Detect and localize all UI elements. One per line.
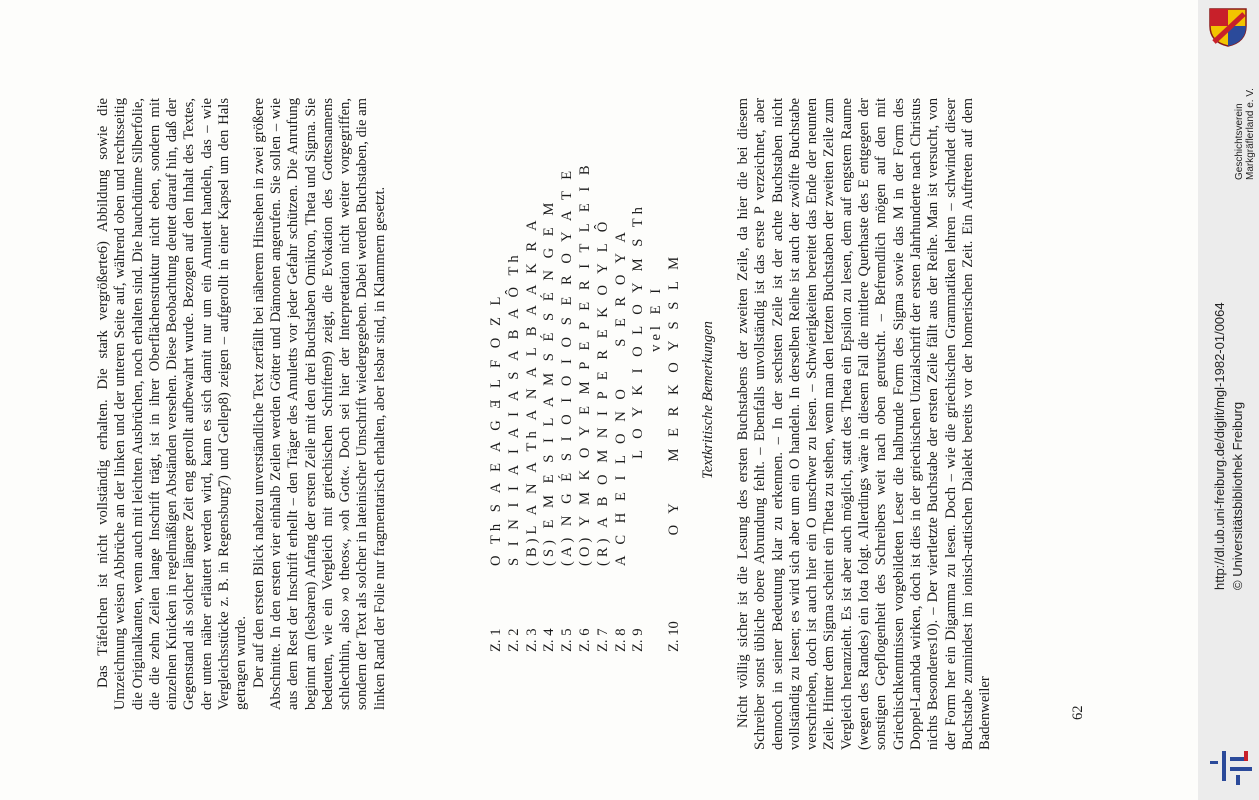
page-number: 62 [1070, 705, 1086, 720]
transcription-line [506, 92, 524, 652]
body-text-top [95, 98, 389, 710]
transcription-line [577, 92, 595, 652]
line-number: Z. 10 [665, 621, 682, 652]
line-number: Z. 7 [594, 628, 611, 652]
line-text: vel E I [648, 284, 665, 566]
line-number: Z. 3 [523, 628, 540, 652]
paragraph-3: Nicht völlig sicher ist die Lesung des ersten Buchstabens der zweiten Zeile, da hier die bei diesem Schreiber sonst übliche obere Abrundung fehlt. – Ebenfalls unvollständig ist das erste P verzeichnet, aber dennoch in seiner Bedeutung klar zu erkennen. – In der sechsten Zeile ist der achte Buchstaben nicht vollständig zu lesen; es wird sich aber um ein O handeln. In derselben Reihe ist auch der zwölfte Buchstabe verschrieben, doch ist auch hier ein O unschwer zu lesen. – Schwierigkeiten bereitet das Ende der neunten Zeile. Hinter dem Sigma scheint ein Theta zu stehen, wenn man den letzten Buchstaben der zweiten Zeile zum Vergleich heranzieht. Es ist aber auch möglich, statt des Theta ein Epsilon zu lesen, dem auf engstem Raume (wegen des Randes) ein Iota folgt. Allerdings wäre in diesem Fall die mittlere Querhaste des E entgegen der sonstigen Gepflogenheit des Schreibers weit nach oben gerutscht. – Befremdlich mögen auf den mit Griechischkenntnissen vorgebildeten Leser die halbrunde Form des Sigma sowie das M in der Form des Doppel-Lambda wirken, doch ist dies in der griechischen Unzialschrift der ersten Jahrhunderte nach Christus nichts Besonderes10). – Der viertletzte Buchstabe der ersten Zeile fällt aus der Reihe. Man ist versucht, von der Form her ein Digamma zu lesen. Doch – wie die griechischen Grammatiken lehren – schwindet dieser Buchstabe zumindest im ionisch-attischen Dialekt bereits vor der homerischen Zeit. Ein Auftreten auf dem Badenweiler [735, 98, 994, 750]
transcription-line [613, 92, 631, 652]
transcription-line [488, 92, 506, 652]
line-text: A C H E I L O N O S E R O Y A [612, 228, 629, 566]
line-text: O Y M E R K O Y S S L M [665, 252, 682, 566]
line-number: Z. 6 [576, 628, 593, 652]
line-number: Z. 4 [541, 628, 558, 652]
line-text: (R) A B O M N I P E R E K O Y L Ô [594, 217, 611, 566]
transcription-line [541, 92, 559, 652]
line-number: Z. 9 [630, 628, 647, 652]
line-text: S I N I I A I A I A S A B A Ô Th [505, 251, 522, 566]
line-number: Z. 5 [559, 628, 576, 652]
line-text: L O Y K I O L O Y M S Th [630, 203, 647, 566]
document-url[interactable]: http://dl.ub.uni-freiburg.de/diglit/mgl-1982-01/0064 [1212, 302, 1227, 590]
transcription-block [488, 92, 684, 652]
markgraeflerland-coat-of-arms-icon [1206, 6, 1250, 48]
line-number: Z. 1 [488, 628, 504, 652]
line-number: Z. 8 [612, 628, 629, 652]
line-number: Z. 2 [505, 628, 522, 652]
transcription-line [666, 92, 684, 652]
section-heading: Textkritische Bemerkungen [700, 321, 716, 479]
body-text-bottom [735, 98, 994, 750]
line-number [648, 566, 666, 652]
transcription-line [524, 92, 542, 652]
transcription-line [648, 92, 666, 652]
paragraph-2: Der auf den ersten Blick nahezu unverständliche Text zerfällt bei näherem Hinsehen in zwei größere Abschnitte. In den ersten vier einhalb Zeilen werden Götter und Dämonen angerufen. Sie sollen – wie aus dem Rest der Inschrift erhellt – den Träger des Amuletts vor jeder Gefahr schützen. Die Anrufung beginnt am (lesbaren) Anfang der ersten Zeile mit den drei Buchstaben Omikron, Theta und Sigma. Sie bedeuten, wie ein Vergleich mit griechischen Schriften9) zeigt, die Evokation des Gottesnamens schlechthin, also »o theos«, »oh Gott«. Doch sei hier der Interpretation nicht weiter vorgegriffen, sondern der Text als solcher in lateinischer Umschrift wiedergegeben. Dabei werden Buchstaben, die am linken Rand der Folie nur fragmentarisch erhalten, aber lesbar sind, in Klammern gesetzt. [250, 98, 388, 710]
copyright-notice: © Universitätsbibliothek Freiburg [1230, 401, 1245, 590]
line-text: (S) E M E S I L A M S É S É N G E M [541, 198, 558, 566]
line-text: (O) Y M K O Y E M P E P E R I T L E I B [576, 161, 593, 566]
transcription-line [559, 92, 577, 652]
paragraph-1: Das Täfelchen ist nicht vollständig erhalten. Die stark vergrößerte6) Abbildung sowie die Umzeichnung weisen Abbrüche an der linken und der unteren Seite auf, während oben und rechtsseitig die Originalkanten, wenn auch mit leichten Ausbrüchen, noch erhalten sind. Die hauchdünne Silberfolie, die die zehn Zeilen lange Inschrift trägt, ist in ihrer Oberflächenstruktur nicht eben, sondern mit einzelnen Knicken in regelmäßigen Abständen versehen. Diese Beobachtung deutet darauf hin, daß der Gegenstand als solcher längere Zeit eng gerollt aufbewahrt wurde. Bezogen auf den Inhalt des Textes, der unten näher erläutert werden wird, kann es sich damit nur um ein Amulett handeln, das – wie Vergleichsstücke z. B. in Regensburg7) und Gellep8) zeigen – aufgerollt in einer Kapsel um den Hals getragen wurde. [95, 98, 250, 710]
line-text: (A) N G É S I O I O I O S E R O Y A T E [559, 166, 576, 566]
transcription-line [595, 92, 613, 652]
line-text: (B)L A N A Th A N A L B A A K R A [523, 216, 540, 566]
ub-freiburg-logo-icon [1208, 747, 1256, 787]
org-name-line-1: Geschichtsverein [1234, 103, 1245, 180]
line-text: O Th S A E A G Ǝ L F O Z L [488, 292, 504, 566]
org-name-line-2: Markgräflerland e. V. [1245, 88, 1256, 180]
transcription-line [630, 92, 648, 652]
